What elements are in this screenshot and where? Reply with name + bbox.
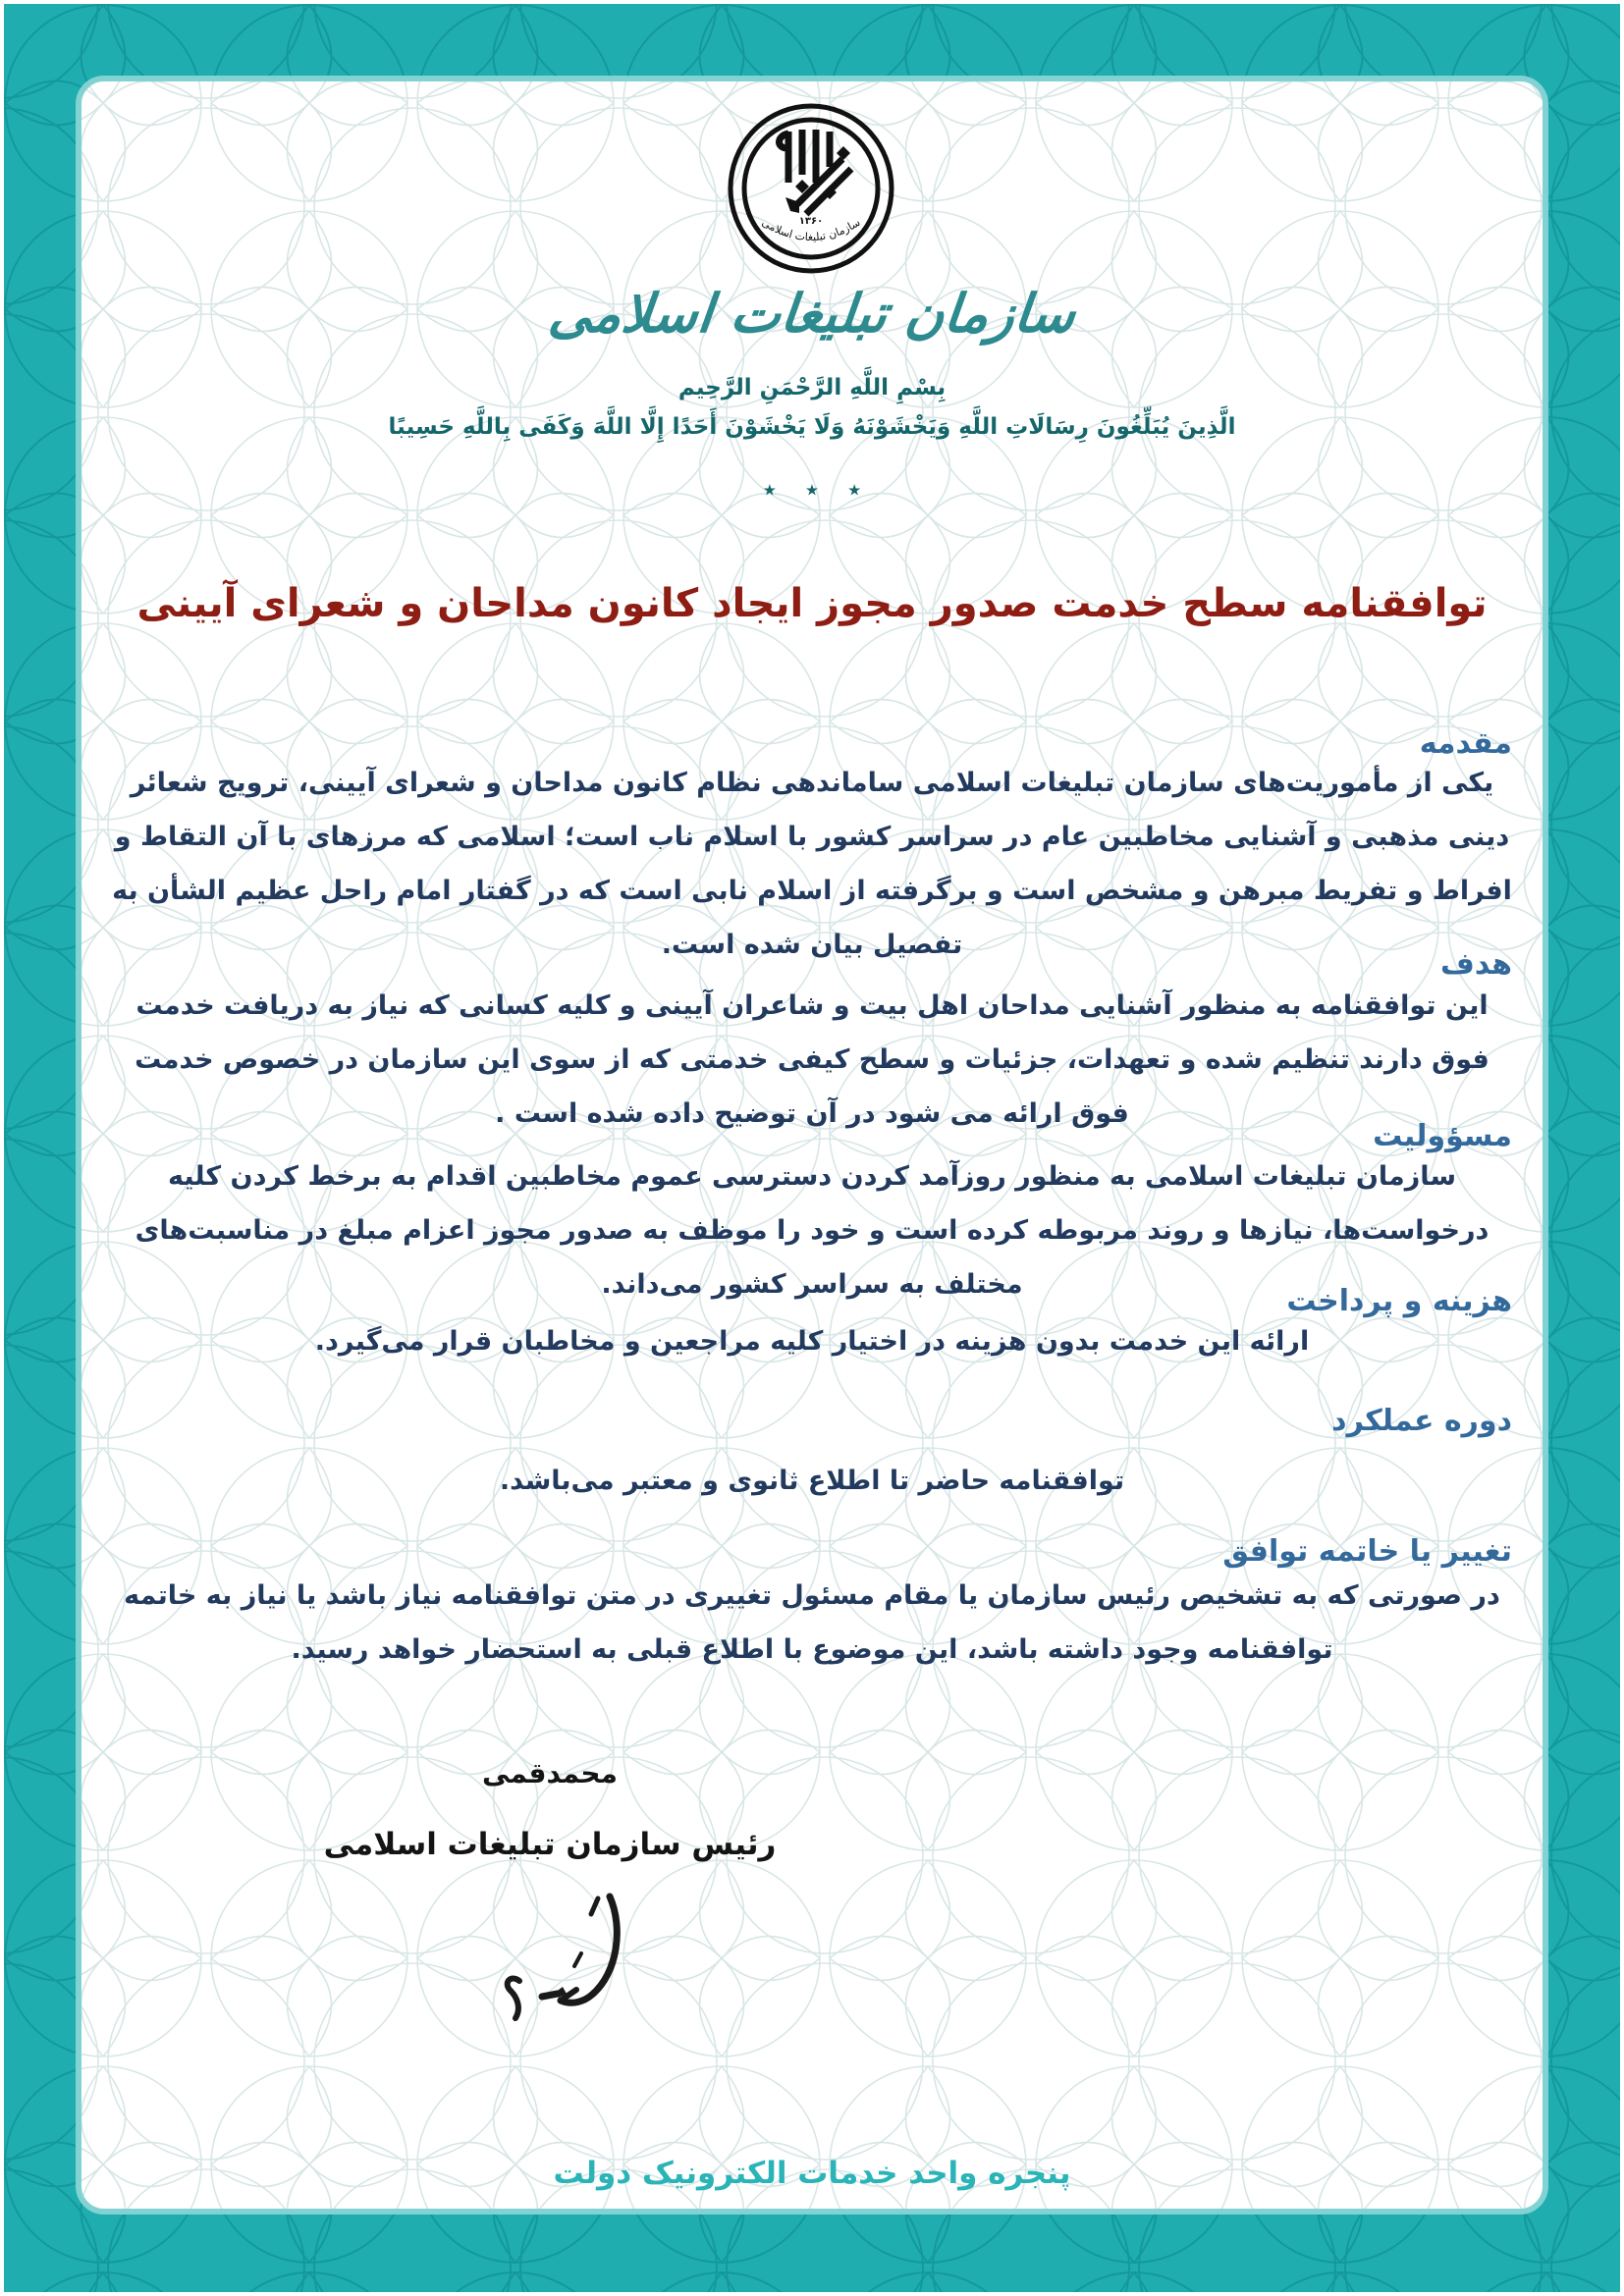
section-body-moghaddameh: یکی از مأموریت‌های سازمان تبلیغات اسلامی ساماندهی نظام کانون مداحان و شعرای آیینی، ترویج شعائر دینی مذهبی و آشنایی مخاطبین عام در سراسر کشور با اسلام ناب است؛ اسلامی که مرزهای با آن التقاط و افراط و تفریط مبرهن و مشخص است و برگرفته از اسلام نابی است که در گفتار امام راحل عظیم الشأن به تفصیل بیان شده است.	[112, 768, 1512, 960]
section-heading-moghaddameh: مقدمه	[1419, 726, 1512, 761]
section-heading-doreh-amalkard: دوره عملکرد	[1331, 1404, 1512, 1438]
section-heading-taghir-khatameh: تغییر یا خاتمه توافق	[1222, 1534, 1512, 1569]
document-title: توافقنامه سطح خدمت صدور مجوز ایجاد کانون مداحان و شعرای آیینی	[136, 581, 1488, 626]
bismillah-text: بِسْمِ اللَّهِ الرَّحْمَنِ الرَّحِيم	[677, 375, 947, 400]
quran-verse: الَّذِينَ يُبَلِّغُونَ رِسَالَاتِ اللَّهِ وَيَخْشَوْنَهُ وَلَا يَخْشَوْنَ أَحَدًا إِلَّا اللَّهَ وَكَفَى بِاللَّهِ حَسِيبًا	[388, 414, 1236, 440]
emblem-logo-icon	[727, 102, 895, 275]
section-body-hazineh-pardakht: ارائه این خدمت بدون هزینه در اختیار کلیه مراجعین و مخاطبان قرار می‌گیرد.	[314, 1326, 1310, 1357]
section-heading-hadaf: هدف	[1440, 947, 1512, 982]
signature-block	[157, 1757, 943, 1862]
signatory-title: رئیس سازمان تبلیغات اسلامی	[323, 1827, 777, 1862]
signature-icon	[496, 1887, 643, 2049]
asterisk-separator: ٭ ٭ ٭	[762, 475, 862, 505]
section-body-doreh-amalkard: توافقنامه حاضر تا اطلاع ثانوی و معتبر می‌باشد.	[499, 1466, 1125, 1496]
section-body-hadaf: این توافقنامه به منظور آشنایی مداحان اهل بیت و شاعران آیینی و کلیه کسانی که نیاز به دریافت خدمت فوق دارند تنظیم شده و تعهدات، جزئیات و سطح کیفی خدمتی که از سوی این سازمان در خصوص خدمت فوق ارائه می شود در آن توضیح داده شده است .	[135, 990, 1489, 1129]
emblem-year: ۱۳۶۰	[798, 216, 824, 227]
signatory-name: محمدقمی	[482, 1757, 618, 1789]
section-heading-hazineh-pardakht: هزینه و پرداخت	[1286, 1284, 1512, 1318]
section-body-masouliat: سازمان تبلیغات اسلامی به منظور روزآمد کردن دسترسی عموم مخاطبین اقدام به برخط کردن کلیه درخواست‌ها، نیازها و روند مربوطه کرده است و خود را موظف به صدور مجوز اعزام مبلغ در مناسبت‌های مختلف به سراسر کشور می‌داند.	[135, 1161, 1489, 1300]
organization-emblem	[727, 102, 895, 275]
handwritten-signature	[496, 1887, 643, 2049]
section-heading-masouliat: مسؤولیت	[1373, 1119, 1512, 1153]
footer-egov-label: پنجره واحد خدمات الکترونیک دولت	[553, 2156, 1071, 2191]
section-body-taghir-khatameh: در صورتی که به تشخیص رئیس سازمان یا مقام مسئول تغییری در متن توافقنامه نیاز باشد یا نیاز به خاتمه توافقنامه وجود داشته باشد، این موضوع با اطلاع قبلی به استحضار خواهد رسید.	[124, 1580, 1500, 1665]
emblem-org-name-arc: سازمان تبلیغات اسلامی	[759, 215, 863, 244]
org-calligraphy: سازمان تبلیغات اسلامی	[545, 283, 1079, 345]
